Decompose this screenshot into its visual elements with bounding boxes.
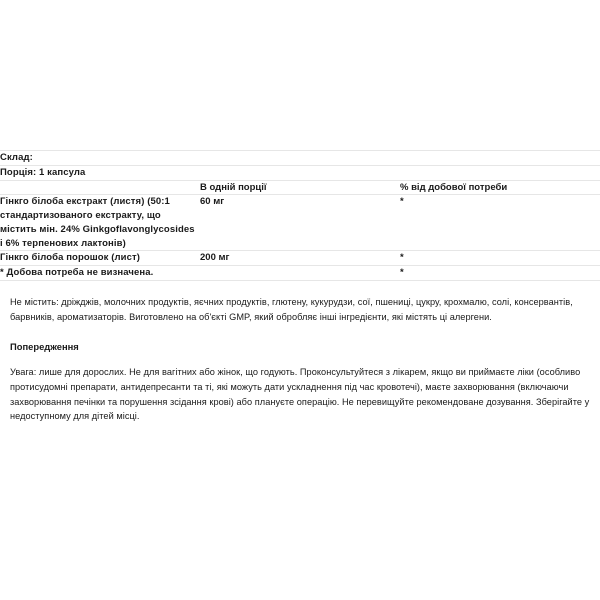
footnote-daily-value: * <box>400 267 404 279</box>
allergen-statement: Не містить: дріжджів, молочних продуктів, яєчних продуктів, глютену, кукурудзи, сої, пшениці, цукру, крохмалю, солі, консервантів, барвників, ароматизаторів. Виготовлено на об'єкті GMP, який обробляє інші інгредієнти, які містять ці алергени. <box>10 296 573 322</box>
table-header-row <box>0 180 600 195</box>
ingredient-daily-value: * <box>400 252 404 264</box>
top-blank-area <box>0 0 600 150</box>
ingredient-name: Гінкго білоба екстракт (листя) (50:1 стандартизованого екстракту, що містить мін. 24% Ginkgoflavonglycosides і 6% терпенових лактонів) <box>0 196 195 249</box>
warning-heading: Попередження <box>10 340 79 352</box>
column-header-name <box>0 180 200 195</box>
ingredient-name: Гінкго білоба порошок (лист) <box>0 252 141 264</box>
supplement-facts-table <box>0 150 600 281</box>
table-row-serving <box>0 165 600 180</box>
table-row <box>0 251 600 266</box>
column-header-percent-daily-value: % від добової потреби <box>400 181 508 193</box>
warning-text: Увага: лише для дорослих. Не для вагітних або жінок, що годують. Проконсультуйтеся з лікарем, якщо ви приймаєте ліки (особливо протисудомні препарати, антидепресанти та ті, які можуть дати ускладнення під час кровотечі), маєте захворювання (включаючи захворювання печінки та порушення зсідання крові) або плануєте операцію. Не перевищуйте рекомендоване дозування. Зберігайте у недоступному для дітей місці. <box>10 366 590 422</box>
daily-value-footnote: * Добова потреба не визначена. <box>0 267 154 279</box>
ingredient-amount: 200 мг <box>200 252 230 264</box>
ingredient-daily-value: * <box>400 196 404 208</box>
column-header-amount-per-serving: В одній порції <box>200 181 267 193</box>
footnote-amount <box>200 266 400 281</box>
serving-size-label: Порція: 1 капсула <box>0 166 86 178</box>
table-row-composition <box>0 151 600 166</box>
body-text-block <box>0 281 600 424</box>
ingredient-amount: 60 мг <box>200 196 225 208</box>
table-row-footnote <box>0 266 600 281</box>
table-row <box>0 195 600 251</box>
composition-label: Склад: <box>0 152 33 163</box>
